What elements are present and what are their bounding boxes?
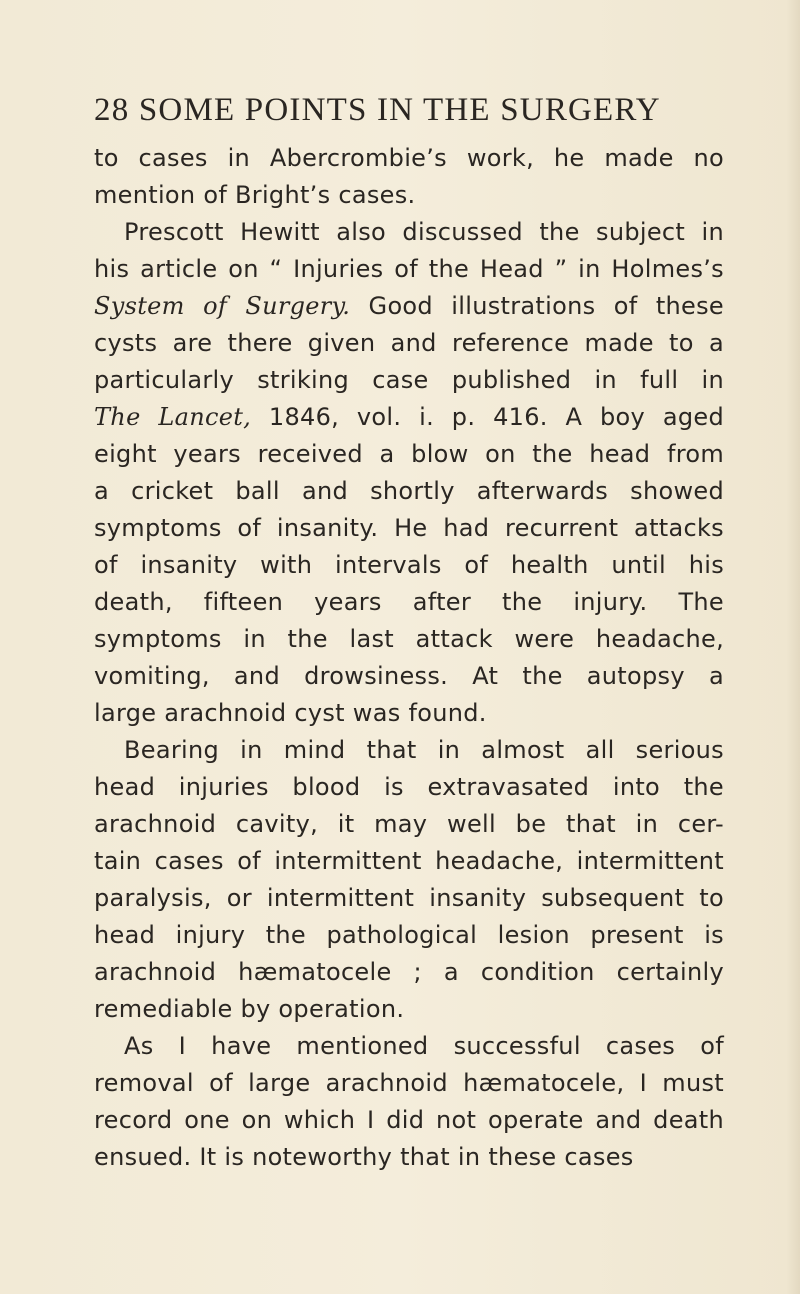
italic-title: The Lancet, [94,403,252,431]
text-line: record one on which I did not operate and death [94,1106,724,1134]
text-line [94,288,724,325]
body-text [94,140,724,1176]
text-line: particularly striking case published in full in [94,366,724,394]
text-line: paralysis, or intermittent insanity subsequent to [94,884,724,912]
text-line: tain cases of intermittent headache, intermittent [94,847,724,875]
text-line: Bearing in mind that in almost all serious [124,736,724,764]
text-line: of insanity with intervals of health until his [94,551,724,579]
text-line: head injuries blood is extravasated into the [94,773,724,801]
text-line: head injury the pathological lesion present is [94,921,724,949]
text-line: Prescott Hewitt also discussed the subject in [124,218,724,246]
text-line [94,399,724,436]
text-line: death, fifteen years after the injury. The [94,588,724,616]
text-line: removal of large arachnoid hæmatocele, I must [94,1069,724,1097]
text-line: ensued. It is noteworthy that in these cases [94,1143,634,1171]
text-line: a cricket ball and shortly afterwards showed [94,477,724,505]
running-header [94,92,734,140]
text-line: mention of Bright’s cases. [94,181,416,209]
text-line: arachnoid hæmatocele ; a condition certainly [94,958,724,986]
text-line: arachnoid cavity, it may well be that in cer- [94,810,724,838]
text-line: remediable by operation. [94,995,405,1023]
text-line: his article on “ Injuries of the Head ” in Holmes’s [94,255,724,283]
text-line: As I have mentioned successful cases of [124,1032,724,1060]
text-line: cysts are there given and reference made to a [94,329,724,357]
text-line: symptoms in the last attack were headache, [94,625,724,653]
running-title: SOME POINTS IN THE SURGERY [138,92,661,128]
line-text: 1846, vol. i. p. 416. A boy aged [251,403,724,431]
italic-title: System of Surgery. [94,292,351,320]
page-number: 28 [94,92,130,128]
line-text: Good illustrations of these [350,292,724,320]
text-line: symptoms of insanity. He had recurrent attacks [94,514,724,542]
text-line: eight years received a blow on the head from [94,440,724,468]
page-edge-shadow [786,0,800,1294]
text-line: vomiting, and drowsiness. At the autopsy a [94,662,724,690]
text-line: large arachnoid cyst was found. [94,699,487,727]
text-line: to cases in Abercrombie’s work, he made no [94,144,724,172]
